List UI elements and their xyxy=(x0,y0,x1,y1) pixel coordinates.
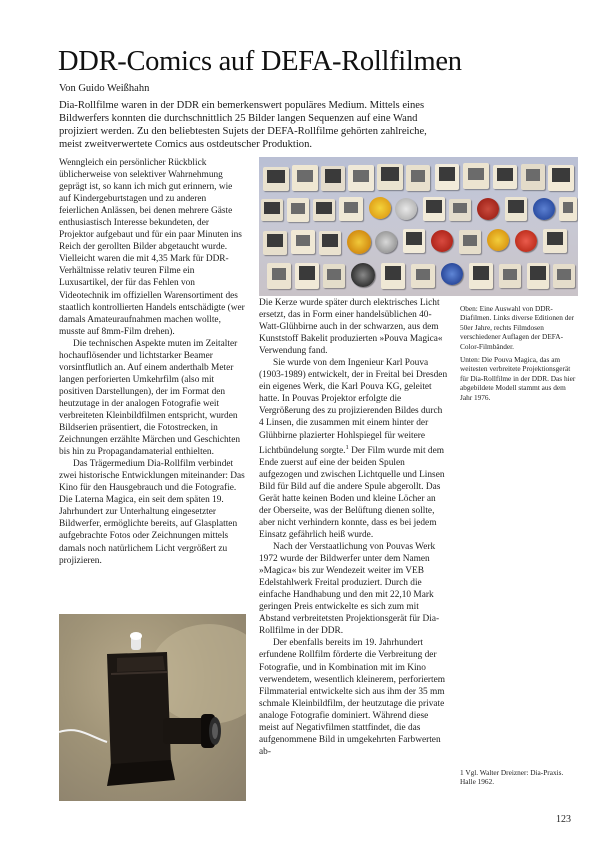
film-box xyxy=(527,263,549,289)
film-box xyxy=(339,197,363,221)
film-can xyxy=(351,263,375,287)
film-box xyxy=(403,229,425,253)
footnote: 1 Vgl. Walter Dreizner: Dia-Praxis. Halle 1962. xyxy=(460,768,564,787)
film-can xyxy=(533,198,555,220)
column-2-paragraph-1: Die Kerze wurde später durch elektrisches Licht ersetzt, das in Form einer handelsüblichen 40-Watt-Glühbirne auch in der schwarzen, aus dem Kunststoff Bakelit produzierten »Pouva Magica« Verwendung fand. xyxy=(259,298,443,357)
film-box xyxy=(323,264,345,288)
film-can xyxy=(375,231,397,253)
film-box xyxy=(548,165,574,191)
film-box xyxy=(267,263,291,289)
film-box xyxy=(313,199,335,221)
film-box xyxy=(348,165,374,191)
article-lead: Dia-Rollfilme waren in der DDR ein bemerkenswert populäres Medium. Mittels eines Bildwerfers konnten die durchschnittlich 25 Bilder langen Sequenzen auf eine Wand projiziert werden. Zu den beliebtesten Sujets der DEFA-Rollfilme gehörten zahlreiche, meist zweitverwertete Comics aus ostdeutscher Produktion. xyxy=(59,100,427,150)
film-box xyxy=(411,264,435,288)
film-box xyxy=(263,167,289,191)
column-2-paragraph-3: Nach der Verstaatlichung von Pouvas Werk 1972 wurde der Bildwerfer unter dem Namen »Magica« bis zur Wendezeit weiter im VEB Edelstahlwerk Freital produziert. Durch die einfache Handhabung und den mit 22,10 Mark geringen Preis entwickelte es sich zum mit Abstand verbreitetsten Projektionsgerät für Dia-Rollfilme in der DDR. xyxy=(259,542,440,637)
column-2 xyxy=(259,297,449,758)
film-can xyxy=(441,263,463,285)
column-1-paragraph-3: Das Trägermedium Dia-Rollfilm verbindet zwei historische Entwicklungen miteinander: Das Kino für den Hausgebrauch und die Fotografie. Die Laterna Magica, ein seit dem späten 19. Jahrhundert zur Unterhaltung eingesetzter Bildwerfer, ermöglichte bereits, auf Glasplatten aufgebrachte Fotos oder Zeichnungen mittels damals noch natürlichem Licht vergrößert zu projizieren. xyxy=(59,459,245,566)
film-box xyxy=(423,197,445,221)
film-box xyxy=(261,199,283,221)
article-byline: Von Guido Weißhahn xyxy=(59,83,150,94)
film-can xyxy=(477,198,499,220)
column-1 xyxy=(59,157,246,567)
film-box xyxy=(381,263,405,289)
column-2-paragraph-4: Der ebenfalls bereits im 19. Jahrhundert erfundene Rollfilm förderte die Verbreitung der Fotografie, und in Kombination mit im Kino verwendetem, wesentlich kleinerem, perforiertem Filmmaterial entwickelte sich aus ihm der 35 mm schmale Kleinbildfilm, der heutzutage die private analoge Fotografie dominiert. Während diese meist auf Negativfilmen stattfindet, die das aufgenommene Bild in umgekehrten Farbwerten ab- xyxy=(259,638,446,757)
film-box xyxy=(459,230,481,254)
film-box xyxy=(449,199,471,221)
film-box xyxy=(319,231,341,255)
film-box xyxy=(291,230,315,254)
film-box xyxy=(463,163,489,189)
film-can xyxy=(347,230,371,254)
film-box xyxy=(435,164,459,190)
film-box xyxy=(469,263,493,289)
film-box xyxy=(543,229,567,253)
footnote-reference: 1 xyxy=(345,443,349,451)
film-box xyxy=(559,197,577,221)
film-box xyxy=(406,165,430,191)
photo-captions xyxy=(460,304,578,406)
column-1-paragraph-2: Die technischen Aspekte muten im Zeitalter hochauflösender und lichtstarker Beamer vorsintflutlich an. Auf einem anderthalb Meter langen perforierten Umkehrfilm (also mit positiven Darstellungen), der im Format den heutzutage in der analogen Fotografie weit verbreiteten Kleinbildfilmen entspricht, wurden Bildserien präsentiert, die Fotostrecken, in Zeichnungen erzählte Märchen und Geschichten bis hin zu Propagandamaterial enthielten. xyxy=(59,338,241,458)
column-2-paragraph-2-text-b: Der Film wurde mit dem Ende zuerst auf eine der beiden Spulen aufgezogen und zwischen Lichtquelle und Linsen Bild für Bild auf die andere Spule abgerollt. Das Gerät hatte keinen Boden und kleine Löcher an der Oberseite, was der Belüftung dienen sollte, aber nicht verhindern konnte, dass es bei jedem Einsatz gefährlich heiß wurde. xyxy=(259,445,445,540)
film-box xyxy=(295,263,319,289)
film-collection-photo xyxy=(259,157,578,296)
column-1-paragraph-1: Wenngleich ein persönlicher Rückblick üblicherweise von selektiver Wahrnehmung geprägt ist, so kann ich mich gut erinnern, wie auf Kindergeburtstagen und zu anderen feierlichen Anlässen, bei denen mehrere Gäste enthusiastisch Interesse bekundeten, der Projektor aufgebaut und für ein paar Minuten ins Reich der gerollten Bilder abgetaucht wurde. Vielleicht waren die mit 4,35 Mark für DDR-Verhältnisse relativ teuren Filme ein Luxusartikel, der für das Fehlen von Videotechnik im offiziellen Warensortiment des staatlich kontrollierten Handels entschädigte (wer damals Amateuraufnahmen machen wollte, musste auf 8mm-Film drehen). xyxy=(59,158,245,337)
film-box xyxy=(321,166,345,191)
projector-photo xyxy=(59,614,246,801)
film-can xyxy=(431,230,453,252)
film-box xyxy=(499,264,521,288)
film-can xyxy=(395,198,417,220)
projector-illustration xyxy=(59,614,246,801)
caption-bottom: Unten: Die Pouva Magica, das am weitesten verbreitete Projektionsgerät für Dia-Rollfilme in der DDR. Das hier abgebildete Modell stammt aus dem Jahr 1976. xyxy=(460,355,576,402)
film-box xyxy=(292,165,318,191)
film-box xyxy=(521,164,545,190)
film-box xyxy=(505,197,527,221)
film-can xyxy=(515,230,537,252)
film-box xyxy=(493,165,517,189)
column-2-paragraph-2-text-a: Sie wurde von dem Ingenieur Karl Pouva (1903-1989) entwickelt, der in Freital bei Dresden ein eigenes Werk, die Karl Pouva KG, geleitet hatte. In Pouvas Projektor erfolgte die Vergrößerung des zu projizierenden Bildes durch 4 Linsen, die zusammen mit einem hinter der Glühbirne plazierter Hohlspiegel für weitere Lichtbündelung sorgte. xyxy=(259,358,448,456)
film-box xyxy=(377,164,403,190)
film-can xyxy=(487,229,509,251)
film-box xyxy=(263,231,287,255)
film-box xyxy=(287,198,309,222)
film-box xyxy=(553,264,575,288)
page-number: 123 xyxy=(556,814,571,825)
caption-top: Oben: Eine Auswahl von DDR-Diafilmen. Links diverse Editionen der 50er Jahre, rechts Filmdosen verschiedener Auflagen der DEFA-Color-Filmbänder. xyxy=(460,304,575,351)
column-2-paragraph-2 xyxy=(259,357,449,541)
film-can xyxy=(369,197,391,219)
article-title: DDR-Comics auf DEFA-Rollfilmen xyxy=(58,46,462,77)
